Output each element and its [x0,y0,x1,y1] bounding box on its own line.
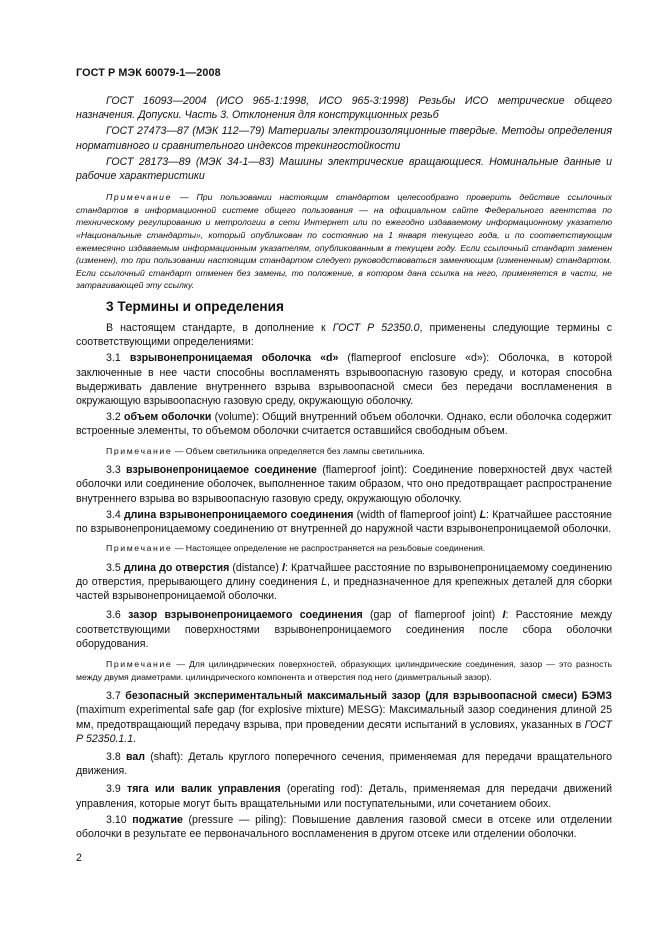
term-english: (width of flameproof joint) [353,508,480,521]
note-label: Примечание [106,192,173,203]
term-definition: (flameproof enclosure «d»): Оболочка, в которой заключенные в нее части способны воспламенять взрывоопасную газовую среду, и которая способна выдерживать давление внутреннего взрыва взрывоопасной смеси без передачи воспламенения в окружающую взрывоопасную газовую среду, окружающую оболочку. [76,352,612,408]
note-text: — Настоящее определение не распространяется на резьбовые соединения. [172,543,486,554]
note-3-6 [76,658,612,683]
reference-gost-27473: ГОСТ 27473—87 (МЭК 112—79) Материалы электроизоляционные твердые. Методы определения нормативного и сравнительного индексов трекингостойкости [76,125,612,152]
term-definition: (pressure — piling): Повышение давления газовой смеси в отсеке или отделении оболочки в результате ее первоначального воспламенения в другом отсеке или отделении оболочки. [76,813,612,841]
term-number: 3.4 [106,508,124,521]
term-definition-end: . [133,732,137,745]
term-definition: (shaft): Деталь круглого поперечного сечения, применяемая для передачи вращательного движения. [76,751,613,778]
note-3-4 [76,542,612,555]
term-definition: : Кратчайшее расстояние по взрывонепроницаемому соединению до отверстия, прерывающего длину соединения [76,561,613,589]
section-title: 3 Термины и определения [106,299,284,314]
reference-gost-16093: ГОСТ 16093—2004 (ИСО 965-1:1998, ИСО 965-3:1998) Резьбы ИСО метрические общего назначения. Допуски. Часть 3. Отклонения для конструкционных резьб [76,95,612,122]
term-name: объем оболочки [123,411,212,424]
term-number: 3.5 [106,561,124,574]
term-3-5 [76,561,612,604]
term-name: взрывонепроницаемое соединение [126,464,317,477]
note-3-2 [76,445,612,458]
term-number: 3.3 [106,464,127,477]
reference-gost-28173: ГОСТ 28173—89 (МЭК 34-1—83) Машины электрические вращающиеся. Номинальные данные и рабочие характеристики [76,155,612,183]
term-number: 3.1 [106,352,130,365]
intro-text-after: , применены следующие термины с соответствующими определениями: [76,322,612,349]
term-name: длина до отверстия [123,561,230,574]
term-3-1 [76,351,612,408]
term-symbol: L [479,508,487,521]
term-3-2 [76,410,612,438]
term-3-4 [76,508,612,536]
term-name: вал [125,751,145,764]
note-label: Примечание [106,445,173,456]
intro-text-before: В настоящем стандарте, в дополнение к [106,322,333,334]
note-text: — При пользовании настоящим стандартом целесообразно проверить действие ссылочных стандартов в информационной системе общего пользования — на официальном сайте Федерального агентства по техническому регулированию и метрологии в сети Интернет или по ежегодно издаваемому информационному указателю «Национальные стандарты», который опубликован по состоянию на 1 января текущего года, и по соответствующим ежемесячно издаваемым информационным указателям, опубликованным в текущем году. Если ссылочный стандарт заменен (изменен), то при пользовании настоящим стандартом следует руководствоваться заменяющим (измененным) стандартом. Если ссылочный стандарт отменен без замены, то положение, в котором дана ссылка на него, применяется в части, не затрагивающей эту ссылку. [76,192,612,291]
note-label: Примечание [106,543,173,554]
section-3 [76,299,612,841]
term-3-6 [76,608,612,651]
document-header: ГОСТ Р МЭК 60079-1—2008 [76,67,221,79]
term-symbol: l [282,561,285,574]
term-definition: (operating rod): Деталь, применяемая для передачи движений управления, которые могут быть вращательными или поступательными, или сочетанием обоих. [76,783,613,810]
term-number: 3.7 [106,690,126,703]
term-number: 3.8 [106,751,126,764]
section-intro [76,321,612,349]
references-block [76,94,612,292]
term-number: 3.9 [106,783,127,796]
term-name: безопасный экспериментальный максимальный зазор (для взрывоопасной смеси) БЭМЗ [125,690,613,703]
term-english: (gap of flameproof joint) [362,609,503,622]
note-referenced-standards [76,191,612,292]
term-3-7 [76,689,612,746]
term-definition: (maximum experimental safe gap (for explosive mixture) MESG): Максимальный зазор соединения длиной 25 мм, предотвращающий передачу взрыва, при проведении десяти испытаний в условиях, указанных в [76,704,612,731]
term-english: (distance) [229,561,282,574]
term-name: взрывонепроницаемая оболочка «d» [129,352,339,365]
term-definition: (volume): Общий внутренний объем оболочки. Однако, если оболочка содержит встроенные элементы, то объемом оболочки считается оставшийся свободным объем. [76,411,612,438]
term-definition-end: , и предназначенное для крепежных деталей для сборки частей взрывонепроницаемой оболочки. [76,576,612,603]
term-3-9 [76,782,612,810]
term-symbol-2: L [321,576,328,589]
term-3-8 [76,750,612,778]
term-3-3 [76,463,612,506]
term-definition: (flameproof joint): Соединение поверхностей двух частей оболочки или соединение оболочек, выполненное таким образом, что оно предотвращает распространение внутреннего взрыва во взрывоопасную газовую среду, окружающую оболочку. [76,464,613,505]
term-definition: : Расстояние между соответствующими поверхностями взрывонепроницаемого соединения после сбора оболочки оборудования. [76,609,613,650]
note-label: Примечание [106,659,173,670]
term-symbol: I [502,609,506,622]
term-name: поджатие [132,813,183,826]
page-number: 2 [76,852,82,864]
note-text: — Объем светильника определяется без лампы светильника. [172,445,425,456]
term-number: 3.6 [106,609,129,622]
term-ref-link: ГОСТ Р 52350.1.1 [76,718,612,745]
term-name: зазор взрывонепроницаемого соединения [128,609,363,622]
intro-ref-link: ГОСТ Р 52350.0 [332,322,420,334]
term-name: длина взрывонепроницаемого соединения [123,508,354,521]
term-name: тяга или валик управления [127,783,281,796]
term-number: 3.2 [106,411,124,424]
term-definition: : Кратчайшее расстояние по взрывонепроницаемому соединению от внутренней до наружной части взрывонепроницаемой оболочки. [76,508,612,536]
note-text: — Для цилиндрических поверхностей, образующих цилиндрические соединения, зазор — это разность между двумя диаметрами. цилиндрического компонента и отверстия под него (диаметральный зазор). [76,659,612,682]
term-number: 3.10 [106,813,133,826]
term-3-10 [76,813,612,841]
